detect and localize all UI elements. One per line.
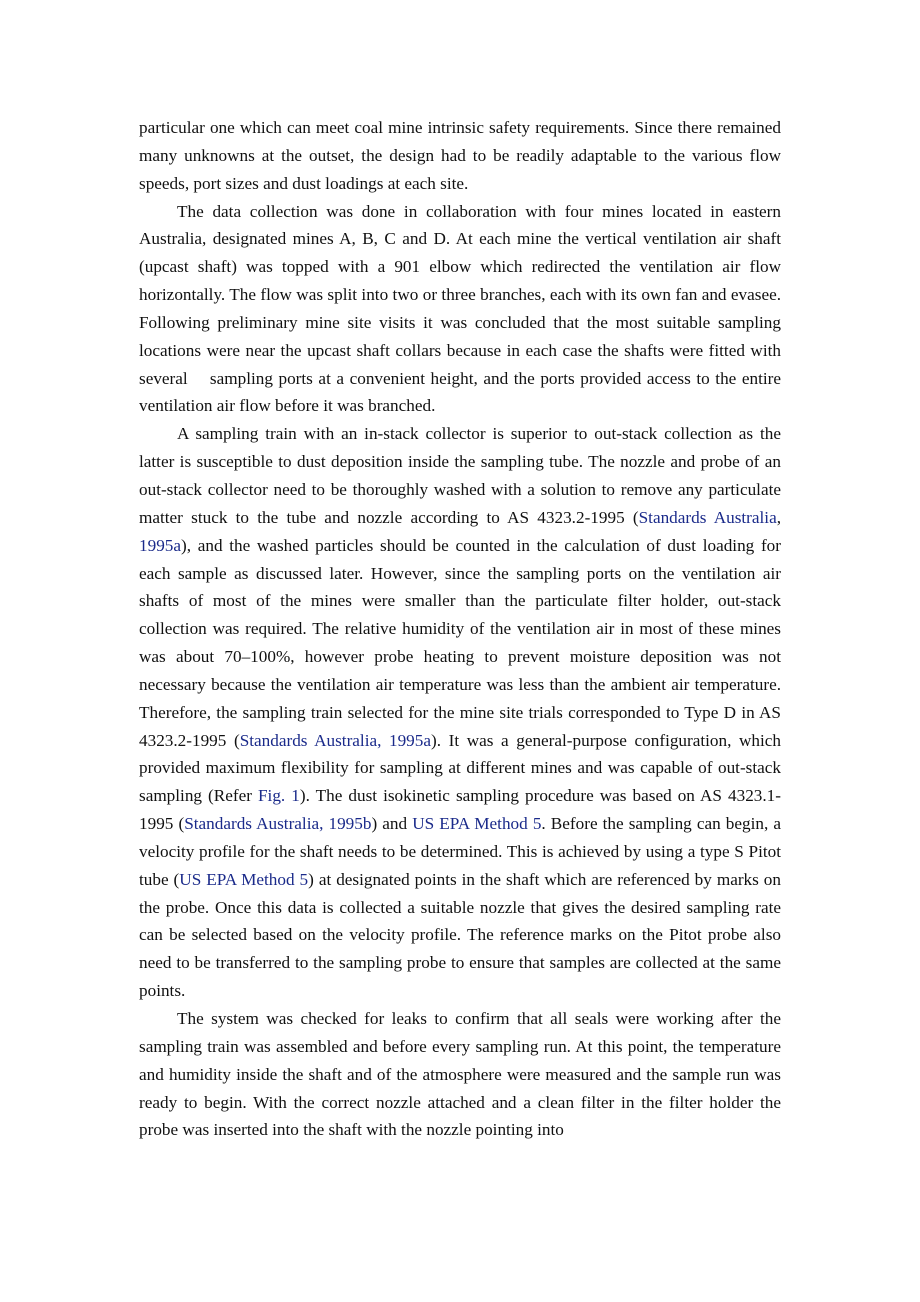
figure-link-fig-1[interactable]: Fig. 1 xyxy=(258,786,300,806)
paragraph-text: ) at designated points in the shaft which are referenced by marks on the probe. Once this data is collected a suitable nozzle that gives the desired sampling rate can be selected based on the velocity profile. The reference marks on the Pitot probe also need to be transferred to the sampling probe to ensure that samples are collected at the same points. xyxy=(139,869,781,1001)
paragraph-1 xyxy=(139,114,781,198)
paragraph-text: ) and xyxy=(371,814,413,834)
paragraph-text: ). The dust isokinetic sampling procedure was based on AS 4323.1-1995 ( xyxy=(139,786,781,834)
citation-link-standards-australia-1995b[interactable]: Standards Australia, 1995b xyxy=(184,814,372,834)
paragraph-2 xyxy=(139,198,781,421)
citation-link-standards-australia[interactable]: Standards Australia xyxy=(638,507,777,527)
paragraph-text: The system was checked for leaks to confirm that all seals were working after the sampling train was assembled and before every sampling run. At this point, the temperature and humidity inside the shaft and of the atmosphere were measured and the sample run was ready to begin. With the correct nozzle attached and a clean filter in the filter holder the probe was inserted into the shaft with the nozzle pointing into xyxy=(139,1009,781,1140)
paragraph-4 xyxy=(139,1005,781,1144)
paragraph-text: A sampling train with an in-stack collector is superior to out-stack collection as the latter is susceptible to dust deposition inside the sampling tube. The nozzle and probe of an out-stack collector need to be thoroughly washed with a solution to remove any particulate matter stuck to the tube and nozzle according to AS 4323.2-1995 ( xyxy=(139,424,781,527)
paragraph-text: The data collection was done in collaboration with four mines located in eastern Australia, designated mines A, B, C and D. At each mine the vertical ventilation air shaft (upcast shaft) was topped with a 901 elbow which redirected the ventilation air flow horizontally. The flow was split into two or three branches, each with its own fan and evasee. Following preliminary mine site visits it was concluded that the most suitable sampling locations were near the upcast shaft collars because in each case the shafts were fitted with several sampling ports at a convenient height, and the ports provided access to the entire ventilation air flow before it was branched. xyxy=(139,201,781,416)
paragraph-text: particular one which can meet coal mine intrinsic safety requirements. Since there remained many unknowns at the outset, the design had to be readily adaptable to the various flow speeds, port sizes and dust loadings at each site. xyxy=(139,118,781,193)
citation-link-1995a[interactable]: 1995a xyxy=(139,535,182,555)
document-page xyxy=(139,114,781,1144)
paragraph-text: , xyxy=(776,507,781,527)
citation-link-us-epa-method-5[interactable]: US EPA Method 5 xyxy=(412,814,542,834)
paragraph-text: . Before the sampling can begin, a velocity profile for the shaft needs to be determined. This is achieved by using a type S Pitot tube ( xyxy=(139,814,781,889)
paragraph-text: ), and the washed particles should be counted in the calculation of dust loading for each sample as discussed later. However, since the sampling ports on the ventilation air shafts of most of the mines were smaller than the particulate filter holder, out-stack collection was required. The relative humidity of the ventilation air in most of these mines was about 70–100%, however probe heating to prevent moisture deposition was not necessary because the ventilation air temperature was less than the ambient air temperature. Therefore, the sampling train selected for the mine site trials corresponded to Type D in AS 4323.2-1995 ( xyxy=(139,535,781,750)
paragraph-text: ). It was a general-purpose configuration, which provided maximum flexibility for sampling at different mines and was capable of out-stack sampling (Refer xyxy=(139,730,782,806)
citation-link-standards-australia-1995a[interactable]: Standards Australia, 1995a xyxy=(239,730,431,750)
paragraph-3 xyxy=(139,420,781,1005)
citation-link-us-epa-method-5[interactable]: US EPA Method 5 xyxy=(179,869,309,889)
